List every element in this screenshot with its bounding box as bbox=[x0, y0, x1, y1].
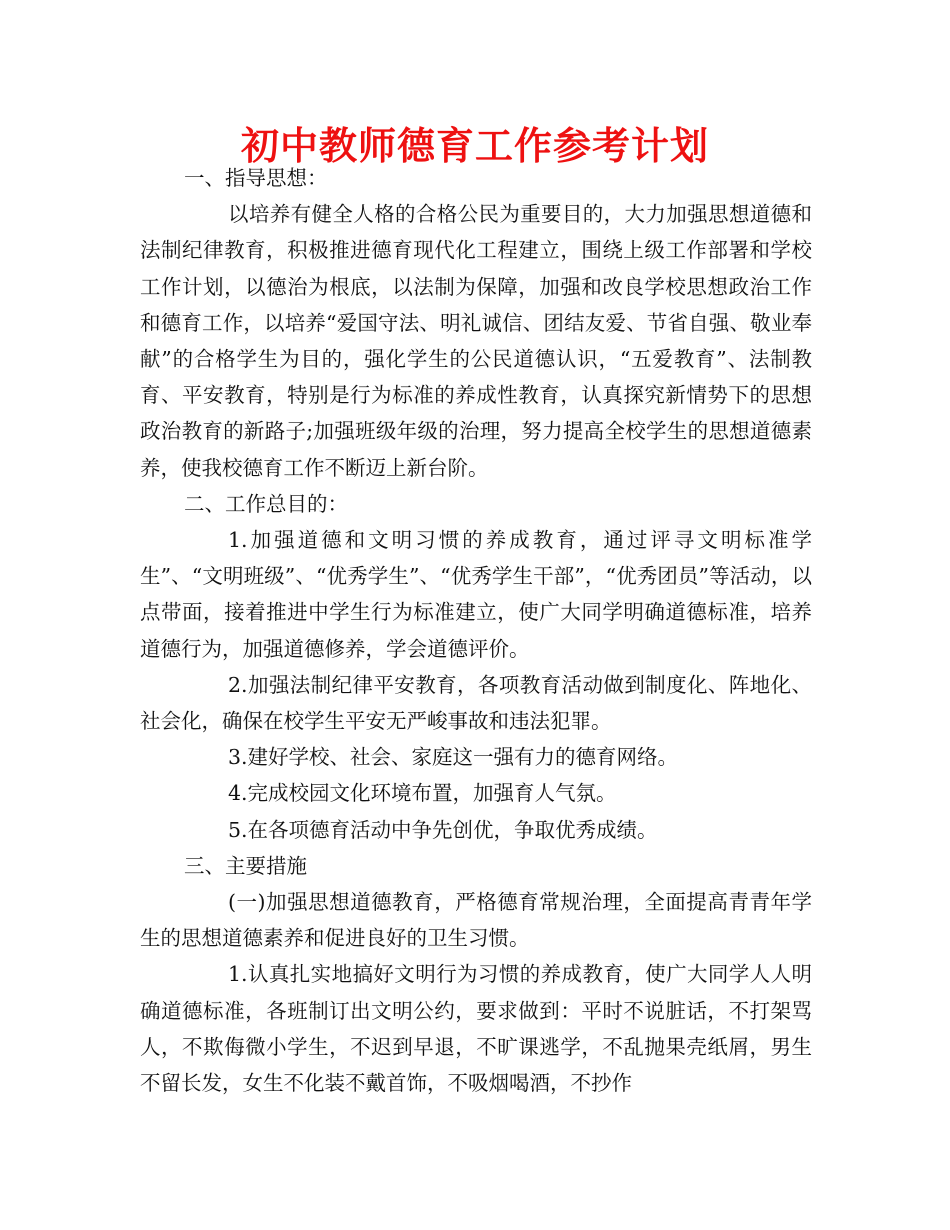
paragraph-goal-2: 2.加强法制纪律平安教育，各项教育活动做到制度化、阵地化、社会化，确保在校学生平安无严峻事故和违法犯罪。 bbox=[140, 672, 812, 734]
section-heading-guiding-thought: 一、指导思想： bbox=[184, 166, 328, 190]
document-title: 初中教师德育工作参考计划 bbox=[240, 124, 709, 168]
paragraph-measure-1-item-1: 1.认真扎实地搞好文明行为习惯的养成教育，使广大同学人人明确道德标准，各班制订出文明公约，要求做到：平时不说脏话，不打架骂人，不欺侮微小学生，不迟到早退，不旷课逃学，不乱抛果壳纸屑，男生不留长发，女生不化装不戴首饰，不吸烟喝酒，不抄作 bbox=[140, 962, 812, 1096]
section-heading-work-goals: 二、工作总目的： bbox=[184, 491, 348, 516]
document-body bbox=[140, 160, 812, 1101]
section-heading-main-measures: 三、主要措施 bbox=[184, 853, 307, 878]
paragraph-goal-4: 4.完成校园文化环境布置，加强育人气氛。 bbox=[228, 781, 617, 806]
paragraph-goal-5: 5.在各项德育活动中争先创优，争取优秀成绩。 bbox=[228, 817, 658, 842]
paragraph-measure-1: (一)加强思想道德教育，严格德育常规治理，全面提高青青年学生的思想道德素养和促进良好的卫生习惯。 bbox=[140, 890, 812, 951]
paragraph-goal-3: 3.建好学校、社会、家庭这一强有力的德育网络。 bbox=[228, 745, 679, 770]
paragraph-goal-1: 1.加强道德和文明习惯的养成教育，通过评寻文明标准学生”、“文明班级”、“优秀学生”、“优秀学生干部”，“优秀团员”等活动，以点带面，接着推进中学生行为标准建立，使广大同学明确道德标准，培养道德行为，加强道德修养，学会道德评价。 bbox=[140, 528, 812, 661]
paragraph-guiding-thought: 以培养有健全人格的合格公民为重要目的，大力加强思想道德和法制纪律教育，积极推进德育现代化工程建立，围绕上级工作部署和学校工作计划，以德治为根底，以法制为保障，加强和改良学校思想政治工作和德育工作，以培养“爱国守法、明礼诚信、团结友爱、节省自强、敬业奉献”的合格学生为目的，强化学生的公民道德认识，“五爱教育”、法制教育、平安教育，特别是行为标准的养成性教育，认真探究新情势下的思想政治教育的新路子;加强班级年级的治理，努力提高全校学生的思想道德素养，使我校德育工作不断迈上新台阶。 bbox=[140, 202, 812, 480]
